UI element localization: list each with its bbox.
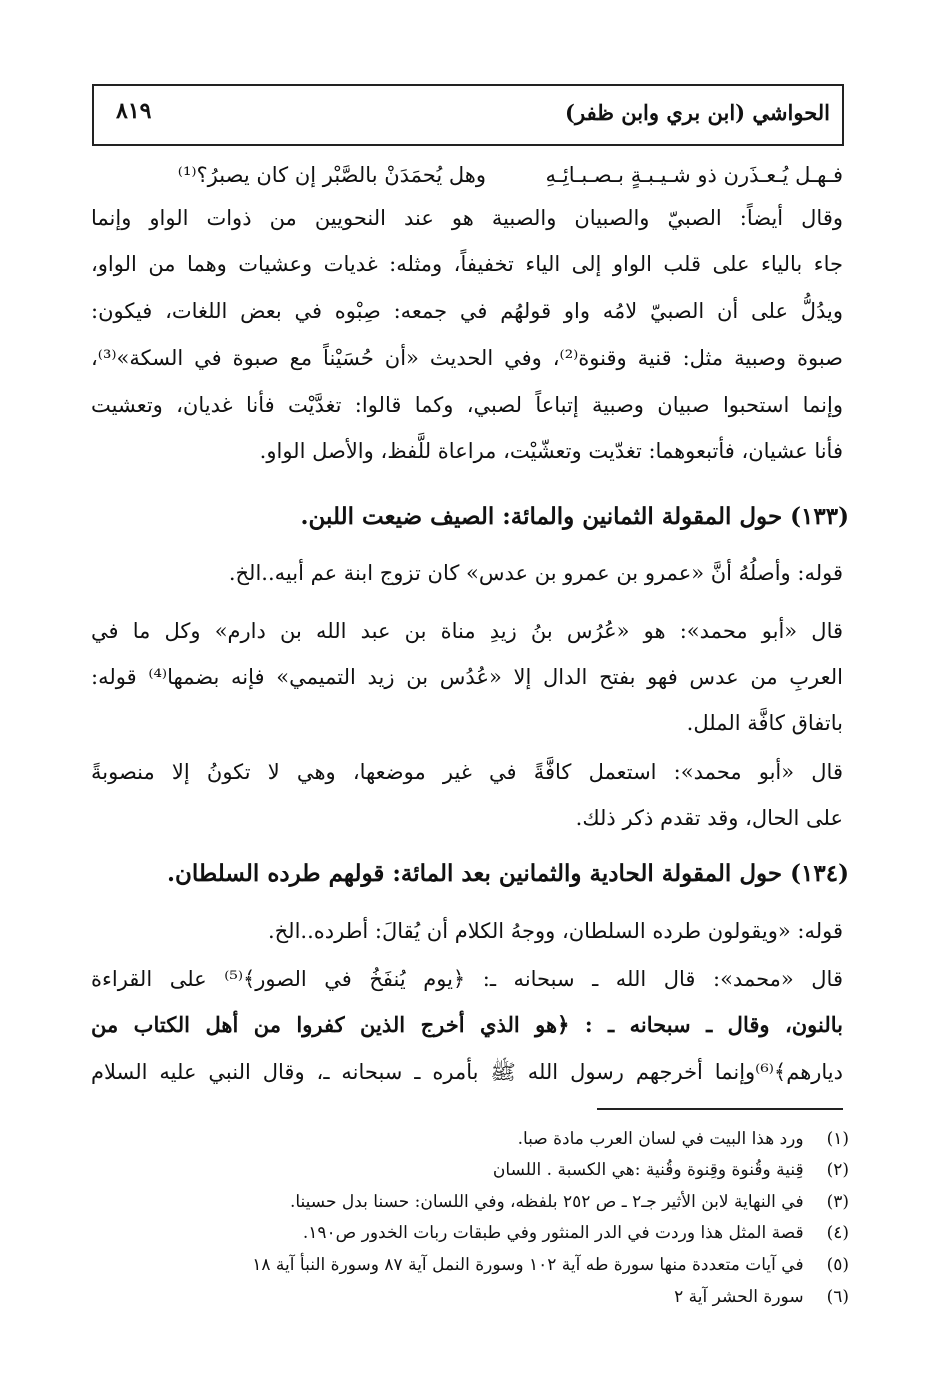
- section-133-line: قال «أبو محمد»: هو «عُرُس بنُ زيدِ مناة بن عبد الله بن دارم» وكل ما في: [91, 619, 843, 643]
- section-134-line: بالنون، وقال ـ سبحانه ـ : ﴿هو الذي أخرج الذين كفروا من أهل الكتاب من: [91, 1012, 843, 1037]
- footnote-number: (٤): [826, 1223, 849, 1243]
- footnote-number: (٣): [826, 1192, 849, 1212]
- section-134-line: قوله: «ويقولون طرده السلطان، ووجهُ الكلام أن يُقالَ: أطرده..الخ.: [267, 919, 843, 943]
- footnote: [89, 1282, 849, 1312]
- body-line: جاء بالياء على قلب الواو إلى الياء تخفيفاً، ومثله: غديات وعشيات وهما من الواو،: [91, 252, 843, 276]
- footnote-text: قِنية وقُنوة وقِنوة وقُنية :هي الكسبة . اللسان: [492, 1160, 804, 1180]
- footnote-number: (٦): [826, 1287, 849, 1307]
- footnote-number: (١): [826, 1129, 849, 1149]
- body-line: وقال أيضاً: الصبيّ والصبيان والصبية هو عند النحويين من ذوات الواو وإنما: [91, 206, 843, 230]
- footnote-text: في آيات متعددة منها سورة طه آية ١٠٢ وسورة النمل آية ٨٧ وسورة النبأ آية ١٨: [252, 1255, 804, 1275]
- section-133-line: قوله: وأصلُهُ أنَّ «عمرو بن عمرو بن عدس» كان تزوج ابنة عم أبيه..الخ.: [228, 561, 843, 585]
- running-title: الحواشي (ابن بري وابن ظفر): [565, 100, 830, 125]
- footnote-text: في النهاية لابن الأثير جـ٢ ـ ص ٢٥٢ بلفظه، وفي اللسان: حسنا بدل حسينا.: [289, 1192, 804, 1212]
- running-header: [92, 84, 844, 146]
- body-line: ويدُلُّ على أن الصبيّ لامُه واو قولهُم في جمعه: صِبْوه في بعض اللغات، فيكون:: [91, 299, 843, 323]
- footnote-number: (٥): [826, 1255, 849, 1275]
- section-133-line: باتفاق كافَّة الملل.: [686, 711, 843, 735]
- body-line: وإنما استحبوا صبيان وصبية إتباعاً لصبي، وكما قالوا: تغدَّيْت فأنا غديان، وتعشيت: [91, 393, 843, 417]
- verse-second-hemistich: وهل يُحمَدَنْ بالصَّبْر إن كان يصبرُ؟⁽¹⁾: [177, 163, 486, 187]
- footnote: [89, 1124, 849, 1154]
- verse-first-hemistich: فـهـل يُـعـذَرن ذو شـيـبـةٍ بـصـبـائِـهِ: [545, 163, 843, 187]
- footnote: [89, 1187, 849, 1217]
- section-heading-134: (١٣٤) حول المقولة الحادية والثمانين بعد المائة: قولهم طرده السلطان.: [167, 860, 849, 887]
- page-number: ٨١٩: [116, 98, 152, 124]
- footnote-text: ورد هذا البيت في لسان العرب مادة صبا.: [517, 1129, 804, 1149]
- footnote-text: سورة الحشر آية ٢: [674, 1287, 804, 1307]
- section-133-line: قال «أبو محمد»: استعمل كافَّةً في غير موضعها، وهي لا تكونُ إلا منصوبةً: [91, 760, 843, 784]
- footnote-separator: [597, 1108, 843, 1110]
- section-133-line: على الحال، وقد تقدم ذكر ذلك.: [575, 806, 843, 830]
- body-line: صبوة وصبية مثل: قنية وقنوة⁽²⁾، وفي الحديث «أن حُسَيْناً مع صبوة في السكة»⁽³⁾،: [91, 346, 843, 370]
- footnote-number: (٢): [826, 1160, 849, 1180]
- body-line: فأنا عشيان، فأتبعوهما: تغدّيت وتعشّيْت، مراعاة للَّفظ، والأصل الواو.: [259, 439, 843, 463]
- section-heading-133: (١٣٣) حول المقولة الثمانين والمائة: الصيف ضيعت اللبن.: [300, 503, 849, 530]
- footnote-text: قصة المثل هذا وردت في الدر المنثور وفي طبقات ربات الخدور ص١٩٠.: [302, 1223, 804, 1243]
- footnote: [89, 1155, 849, 1185]
- section-133-line: العربِ من عدس فهو بفتح الدال إلا «عُدُس بن زيد التميمي» فإنه بضمها⁽⁴⁾ قوله:: [91, 665, 843, 689]
- section-134-line: قال «محمد»: قال الله ـ سبحانه ـ: ﴿يوم يُنفَخُ في الصور﴾⁽⁵⁾ على القراءة: [91, 967, 843, 991]
- footnote: [89, 1218, 849, 1248]
- section-134-line: ديارهم﴾⁽⁶⁾وإنما أخرجهم رسول الله ﷺ بأمره ـ سبحانه ـ، وقال النبي عليه السلام: [91, 1060, 843, 1084]
- footnote: [89, 1250, 849, 1280]
